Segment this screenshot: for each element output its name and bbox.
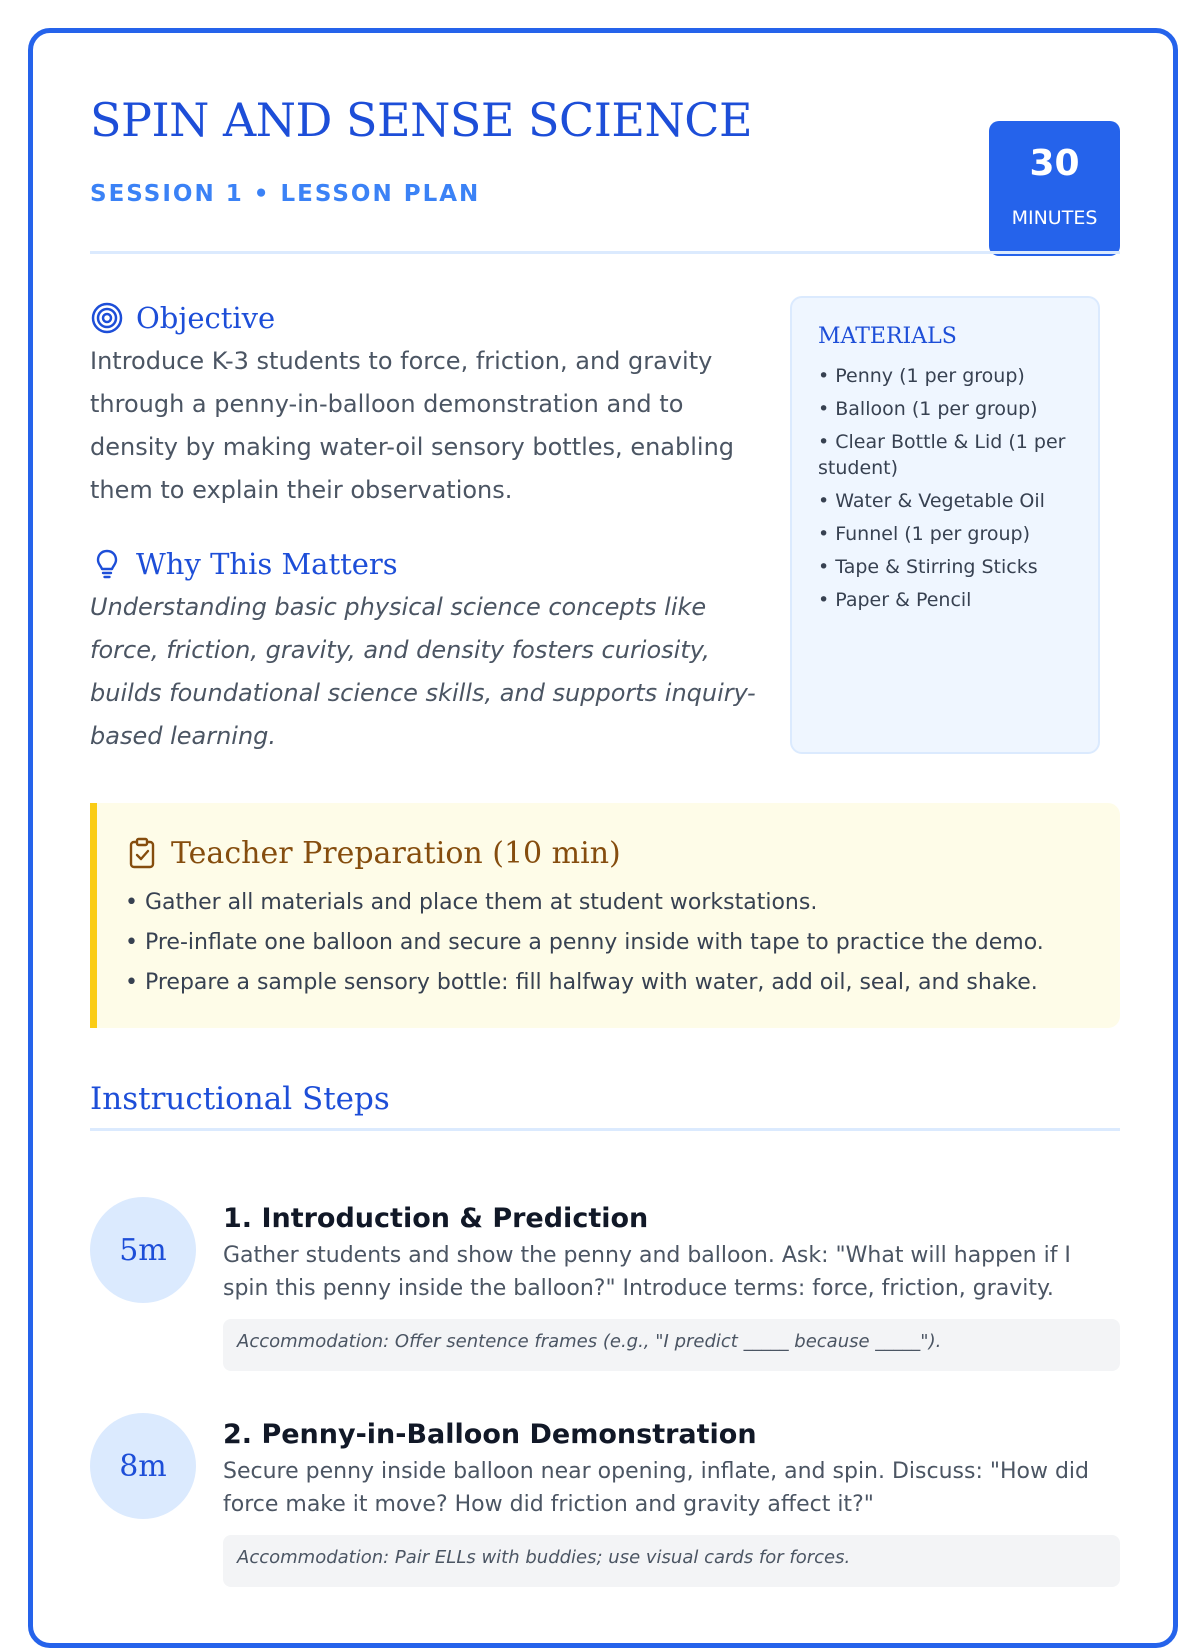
lesson-subtitle: SESSION 1 • LESSON PLAN xyxy=(90,181,481,207)
prep-item: • Gather all materials and place them at student workstations. xyxy=(125,890,818,915)
step-accommodation: Accommodation: Pair ELLs with buddies; use visual cards for forces. xyxy=(223,1535,1120,1587)
objective-text: Introduce K-3 students to force, friction, and gravity through a penny-in-balloon demonstration and to density by making water-oil sensory bottles, enabling them to explain their observations. xyxy=(90,347,735,504)
duration-unit: MINUTES xyxy=(1011,207,1098,229)
steps-divider xyxy=(90,1128,1120,1131)
materials-item: • Balloon (1 per group) xyxy=(818,398,1038,420)
why-text: Understanding basic physical science concepts like force, friction, gravity, and density fosters curiosity, builds foundational science skills, and supports inquiry-based learning. xyxy=(90,593,756,750)
step-time-badge: 5m xyxy=(90,1197,196,1303)
materials-item: • Water & Vegetable Oil xyxy=(818,490,1045,512)
prep-heading: Teacher Preparation (10 min) xyxy=(171,835,621,871)
header-divider xyxy=(90,251,1120,254)
lesson-plan-card xyxy=(28,28,1178,1648)
why-heading: Why This Matters xyxy=(136,547,398,581)
step-description: Secure penny inside balloon near opening, inflate, and spin. Discuss: "How did force make it move? How did friction and gravity affect it?" xyxy=(223,1459,1090,1517)
clipboard-check-icon xyxy=(125,836,159,870)
step-description: Gather students and show the penny and balloon. Ask: "What will happen if I spin this penny inside the balloon?" Introduce terms: force, friction, gravity. xyxy=(223,1243,1071,1301)
materials-list xyxy=(818,363,1074,613)
step-accommodation: Accommodation: Offer sentence frames (e.g., "I predict _____ because _____"). xyxy=(223,1319,1120,1371)
lightbulb-icon xyxy=(90,547,124,581)
prep-item: • Prepare a sample sensory bottle: fill halfway with water, add oil, seal, and shake. xyxy=(125,970,1038,995)
target-icon xyxy=(90,301,124,335)
teacher-prep-panel xyxy=(90,803,1120,1028)
lesson-header xyxy=(90,93,1120,253)
duration-badge xyxy=(989,121,1120,256)
materials-item: • Tape & Stirring Sticks xyxy=(818,556,1038,578)
prep-heading-row xyxy=(125,833,1120,873)
materials-item: • Paper & Pencil xyxy=(818,589,972,611)
materials-item: • Penny (1 per group) xyxy=(818,365,1025,387)
materials-panel xyxy=(790,296,1100,754)
materials-item: • Clear Bottle & Lid (1 per student) xyxy=(818,431,1066,479)
prep-item: • Pre-inflate one balloon and secure a penny inside with tape to practice the demo. xyxy=(125,930,1044,955)
overview-column xyxy=(90,298,770,758)
step-body xyxy=(223,1197,1120,1371)
lesson-title: SPIN AND SENSE SCIENCE xyxy=(90,93,753,147)
duration-value: 30 xyxy=(1029,143,1080,184)
why-heading-row xyxy=(90,544,770,584)
objective-heading: Objective xyxy=(136,301,276,335)
step-body xyxy=(223,1413,1120,1587)
step-title: 1. Introduction & Prediction xyxy=(223,1203,649,1234)
objective-heading-row xyxy=(90,298,770,338)
prep-list xyxy=(125,883,1120,1003)
step-title: 2. Penny-in-Balloon Demonstration xyxy=(223,1419,757,1450)
steps-heading: Instructional Steps xyxy=(90,1081,390,1117)
step-time-badge: 8m xyxy=(90,1413,196,1519)
materials-heading: MATERIALS xyxy=(818,324,957,349)
materials-item: • Funnel (1 per group) xyxy=(818,523,1031,545)
